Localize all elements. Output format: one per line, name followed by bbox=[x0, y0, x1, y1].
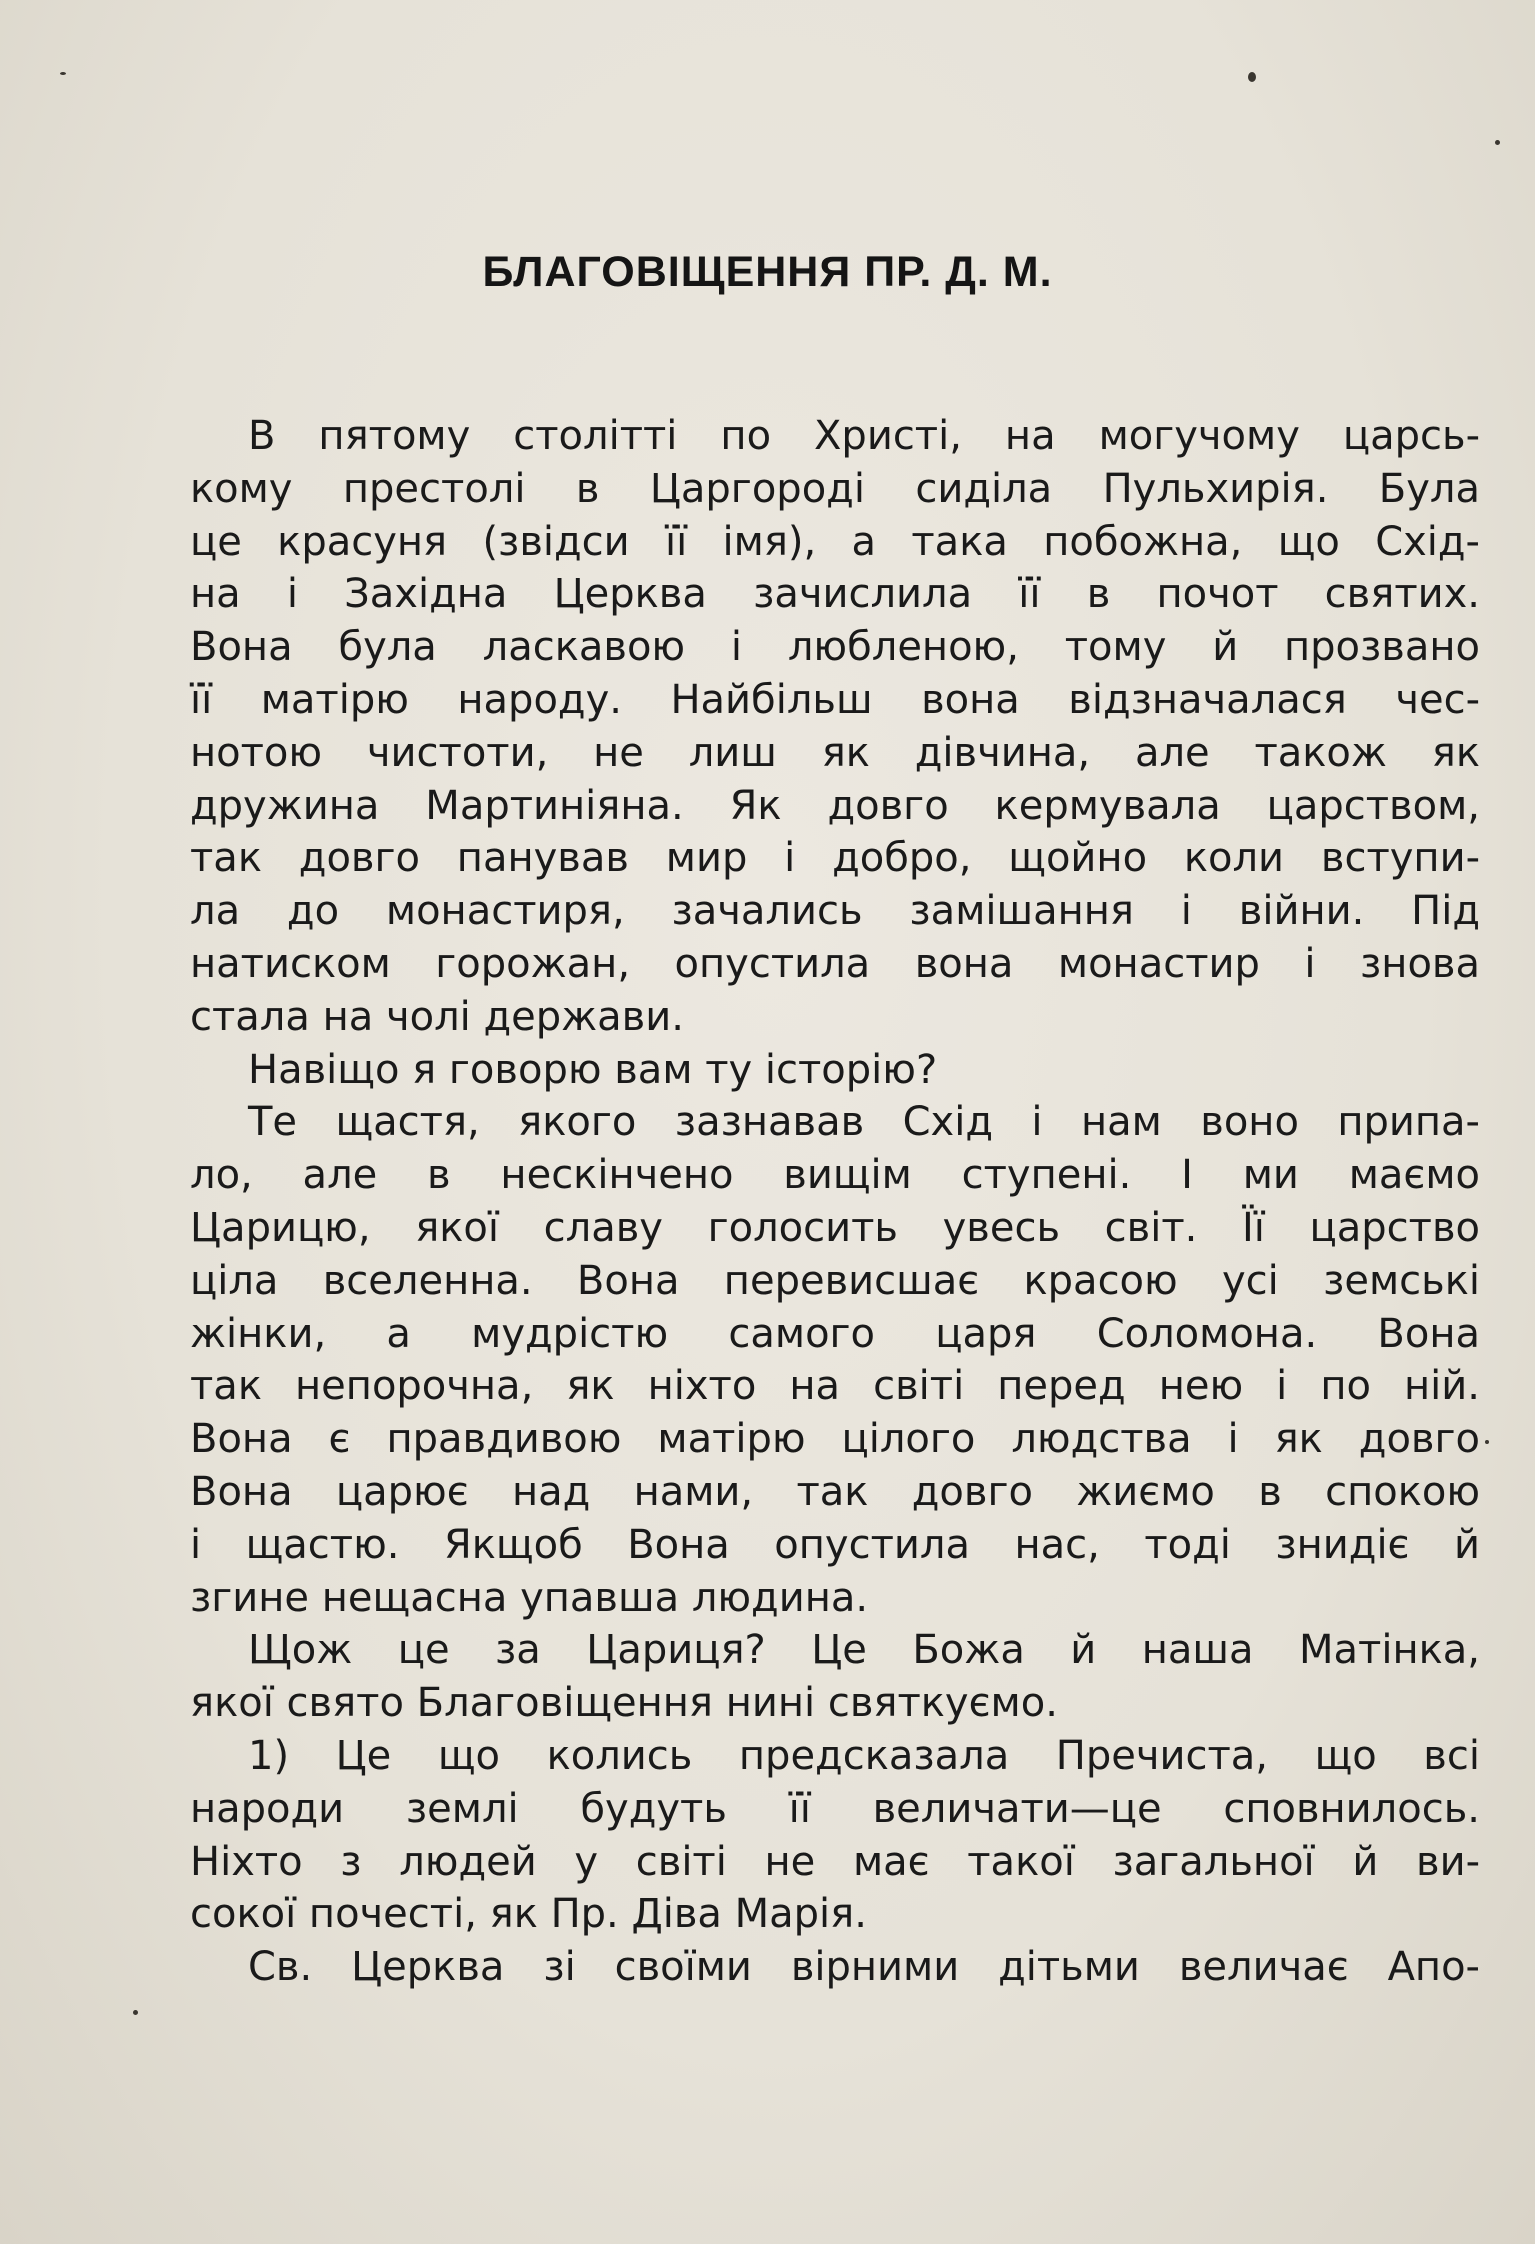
text-line: це красуня (звідси її імя), а така побожна, що Схід- bbox=[190, 518, 1480, 565]
text-line: натиском горожан, опустила вона монастир і знова bbox=[190, 940, 1480, 987]
text-line: стала на чолі держави. bbox=[190, 993, 684, 1040]
text-line: ло, але в нескінчено вищім ступені. І ми маємо bbox=[190, 1152, 1480, 1199]
text-line: згине нещасна упавша людина. bbox=[190, 1574, 869, 1621]
text-line: жінки, а мудрістю самого царя Соломона. Вона bbox=[190, 1310, 1480, 1357]
text-line: Царицю, якої славу голосить увесь світ. Її царство bbox=[190, 1204, 1480, 1251]
text-line: так довго панував мир і добро, щойно коли вступи- bbox=[190, 835, 1480, 882]
text-line: Вона була ласкавою і любленою, тому й прозвано bbox=[190, 624, 1480, 671]
text-line: 1) Це що колись предсказала Пречиста, що всі bbox=[248, 1732, 1480, 1779]
text-line: кому престолі в Царгороді сиділа Пульхирія. Була bbox=[190, 465, 1480, 512]
paper-speck bbox=[133, 2010, 138, 2015]
body-text bbox=[190, 410, 1480, 1994]
text-line: якої свято Благовіщення нині святкуємо. bbox=[190, 1680, 1058, 1727]
text-line: нотою чистоти, не лиш як дівчина, але також як bbox=[190, 729, 1480, 776]
text-line: ла до монастиря, зачались замішання і війни. Під bbox=[190, 888, 1480, 935]
paper-speck bbox=[60, 72, 66, 75]
text-line: на і Західна Церква зачислила її в почот святих. bbox=[190, 571, 1480, 618]
text-line: Те щастя, якого зазнавав Схід і нам воно припа- bbox=[248, 1099, 1480, 1146]
text-line: Вона царює над нами, так довго жиємо в спокою bbox=[190, 1468, 1480, 1515]
text-line: її матірю народу. Найбільш вона відзначалася чес- bbox=[190, 676, 1480, 723]
text-line: В пятому столітті по Христі, на могучому царсь- bbox=[248, 413, 1480, 459]
text-line: Навіщо я говорю вам ту історію? bbox=[248, 1046, 938, 1093]
text-line: Вона є правдивою матірю цілого людства і як довго bbox=[190, 1416, 1480, 1463]
text-line: Щож це за Цариця? Це Божа й наша Матінка, bbox=[248, 1627, 1480, 1674]
paper-speck bbox=[1248, 72, 1256, 82]
text-line: сокої почесті, як Пр. Діва Марія. bbox=[190, 1891, 867, 1938]
text-line: ціла вселенна. Вона перевисшає красою усі земські bbox=[190, 1257, 1480, 1304]
text-line: Св. Церква зі своїми вірними дітьми величає Апо- bbox=[248, 1944, 1480, 1991]
text-line: так непорочна, як ніхто на світі перед нею і по ній. bbox=[190, 1363, 1480, 1410]
text-line: і щастю. Якщоб Вона опустила нас, тоді знидіє й bbox=[190, 1521, 1480, 1568]
paper-speck bbox=[1485, 1440, 1489, 1444]
text-line: Ніхто з людей у світі не має такої загальної й ви- bbox=[190, 1838, 1480, 1885]
page-title: БЛАГОВІЩЕННЯ ПР. Д. М. bbox=[482, 248, 1053, 296]
text-line: народи землі будуть її величати—це сповнилось. bbox=[190, 1785, 1480, 1832]
text-line: дружина Мартиніяна. Як довго кермувала царством, bbox=[190, 782, 1480, 829]
paper-speck bbox=[1495, 140, 1500, 145]
